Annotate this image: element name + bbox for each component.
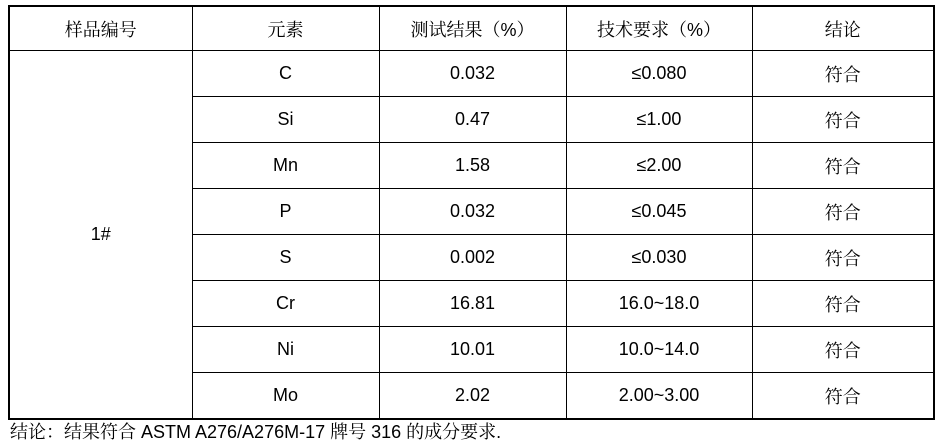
table-header-row: [9, 6, 934, 51]
requirement-cell: ≤0.030: [566, 235, 752, 281]
element-cell: P: [192, 189, 379, 235]
header-sample-id: 样品编号: [9, 6, 192, 51]
element-cell: S: [192, 235, 379, 281]
conclusion-cell: 符合: [752, 373, 934, 420]
result-cell: 2.02: [379, 373, 566, 420]
requirement-cell: ≤1.00: [566, 97, 752, 143]
requirement-cell: 16.0~18.0: [566, 281, 752, 327]
result-cell: 0.032: [379, 189, 566, 235]
conclusion-cell: 符合: [752, 327, 934, 373]
requirement-cell: 2.00~3.00: [566, 373, 752, 420]
header-conclusion: 结论: [752, 6, 934, 51]
result-cell: 10.01: [379, 327, 566, 373]
sample-id-cell: 1#: [9, 51, 192, 420]
result-cell: 0.002: [379, 235, 566, 281]
element-cell: Ni: [192, 327, 379, 373]
result-cell: 0.47: [379, 97, 566, 143]
conclusion-cell: 符合: [752, 143, 934, 189]
conclusion-cell: 符合: [752, 235, 934, 281]
element-cell: Mo: [192, 373, 379, 420]
composition-test-table: [8, 5, 935, 420]
requirement-cell: ≤0.045: [566, 189, 752, 235]
result-cell: 1.58: [379, 143, 566, 189]
header-element: 元素: [192, 6, 379, 51]
requirement-cell: ≤0.080: [566, 51, 752, 97]
header-test-result: 测试结果（%）: [379, 6, 566, 51]
element-cell: Mn: [192, 143, 379, 189]
table-row: [9, 51, 934, 97]
requirement-cell: 10.0~14.0: [566, 327, 752, 373]
requirement-cell: ≤2.00: [566, 143, 752, 189]
conclusion-cell: 符合: [752, 51, 934, 97]
result-cell: 16.81: [379, 281, 566, 327]
conclusion-cell: 符合: [752, 281, 934, 327]
conclusion-cell: 符合: [752, 189, 934, 235]
element-cell: C: [192, 51, 379, 97]
element-cell: Si: [192, 97, 379, 143]
conclusion-cell: 符合: [752, 97, 934, 143]
result-cell: 0.032: [379, 51, 566, 97]
conclusion-note: 结论：结果符合 ASTM A276/A276M-17 牌号 316 的成分要求.: [10, 422, 502, 442]
header-requirement: 技术要求（%）: [566, 6, 752, 51]
element-cell: Cr: [192, 281, 379, 327]
